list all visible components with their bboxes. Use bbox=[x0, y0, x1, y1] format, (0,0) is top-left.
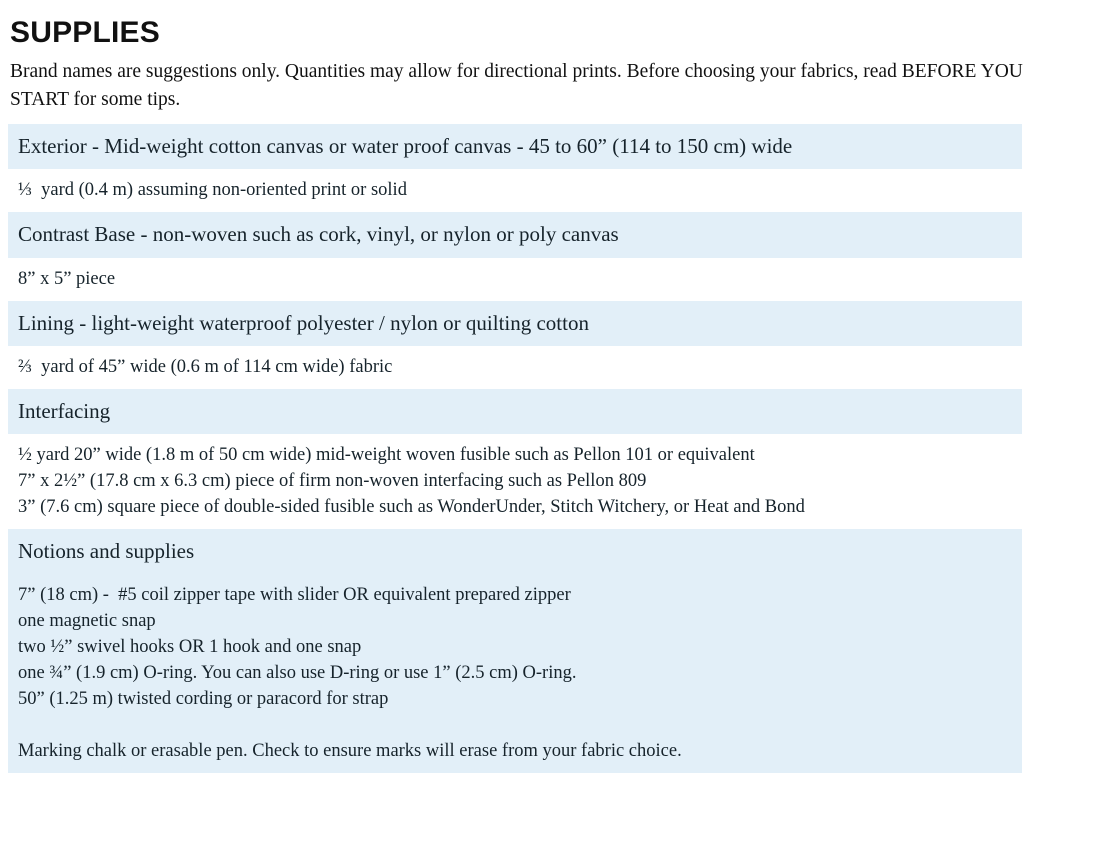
supply-line-spacer bbox=[18, 712, 1022, 738]
supply-line: one ¾” (1.9 cm) O-ring. You can also use D-ring or use 1” (2.5 cm) O-ring. bbox=[18, 663, 577, 684]
supply-line: ½ yard 20” wide (1.8 m of 50 cm wide) mid-weight woven fusible such as Pellon 101 or equivalent bbox=[18, 445, 755, 465]
supply-line: ⅔ yard of 45” wide (0.6 m of 114 cm wide) fabric bbox=[18, 356, 393, 377]
section-body-contrast-base bbox=[8, 258, 1022, 301]
supply-line: 7” x 2½” (17.8 cm x 6.3 cm) piece of firm non-woven interfacing such as Pellon 809 bbox=[18, 471, 647, 491]
supply-line: 7” (18 cm) - #5 coil zipper tape with slider OR equivalent prepared zipper bbox=[18, 585, 571, 606]
supply-line: Marking chalk or erasable pen. Check to ensure marks will erase from your fabric choice. bbox=[18, 741, 682, 762]
section-body-exterior bbox=[8, 169, 1022, 212]
supply-line: 8” x 5” piece bbox=[18, 268, 116, 289]
supply-line: ⅓ yard (0.4 m) assuming non-oriented print or solid bbox=[18, 180, 407, 201]
section-body-lining bbox=[8, 346, 1022, 389]
section-header-notions: Notions and supplies bbox=[8, 529, 1022, 574]
supply-line: one magnetic snap bbox=[18, 611, 156, 632]
section-header-exterior: Exterior - Mid-weight cotton canvas or water proof canvas - 45 to 60” (114 to 150 cm) wide bbox=[8, 124, 1022, 169]
section-body-interfacing bbox=[8, 434, 1022, 529]
supply-line: two ½” swivel hooks OR 1 hook and one snap bbox=[18, 637, 362, 658]
section-header-contrast-base: Contrast Base - non-woven such as cork, vinyl, or nylon or poly canvas bbox=[8, 212, 1022, 257]
supply-line: 3” (7.6 cm) square piece of double-sided fusible such as WonderUnder, Stitch Witchery, or Heat and Bond bbox=[18, 497, 805, 517]
section-body-notions bbox=[8, 574, 1022, 773]
section-header-interfacing: Interfacing bbox=[8, 389, 1022, 434]
page-title: SUPPLIES bbox=[10, 16, 160, 49]
section-header-lining: Lining - light-weight waterproof polyester / nylon or quilting cotton bbox=[8, 301, 1022, 346]
supply-line: 50” (1.25 m) twisted cording or paracord for strap bbox=[18, 689, 389, 710]
intro-paragraph: Brand names are suggestions only. Quantities may allow for directional prints. Before choosing your fabrics, read BEFORE YOU START for some tips. bbox=[10, 61, 1023, 110]
